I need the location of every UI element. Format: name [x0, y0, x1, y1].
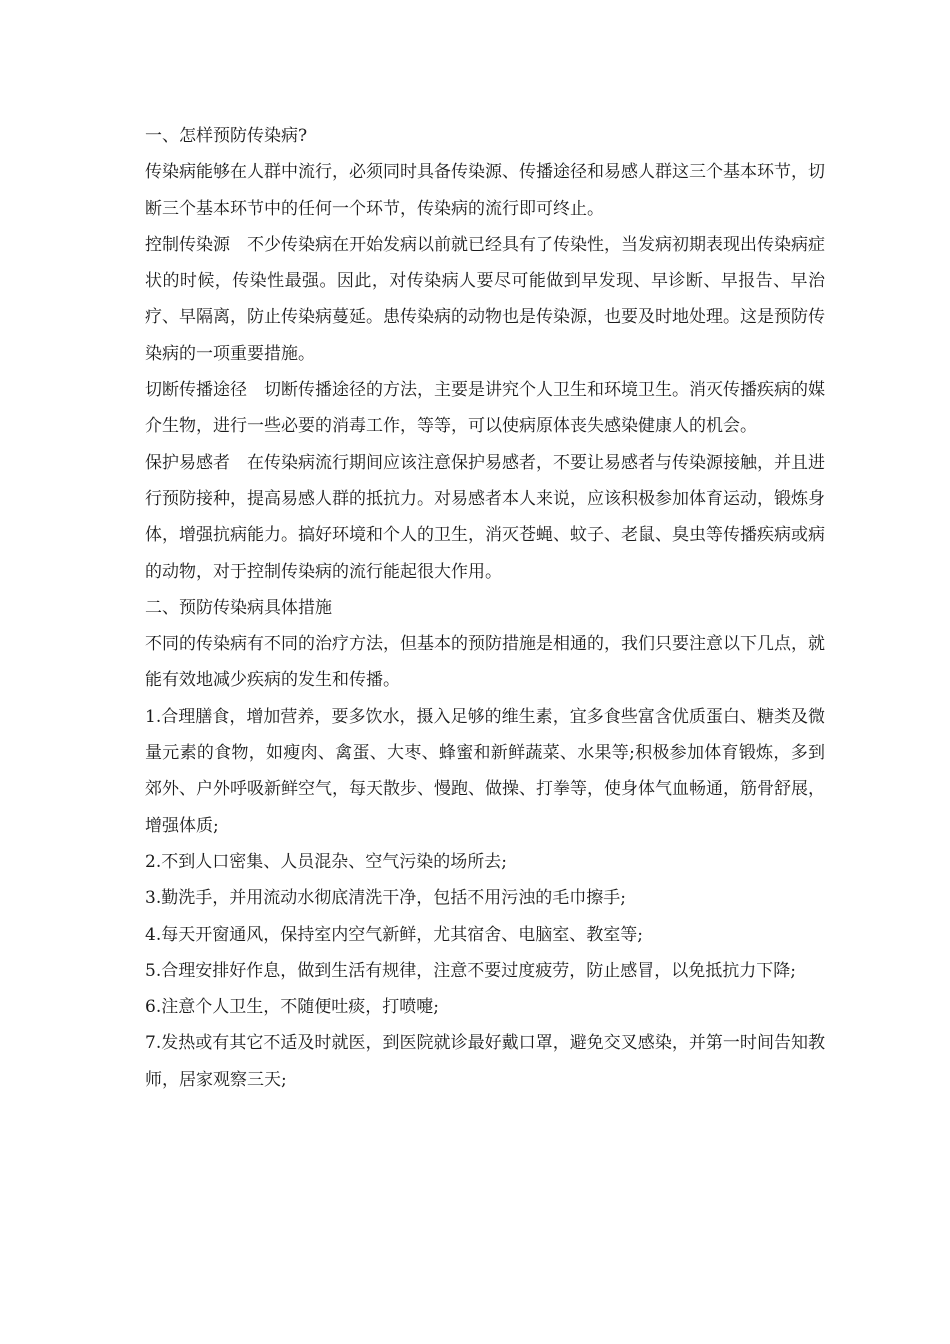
paragraph-cut-transmission: 切断传播途径 切断传播途径的方法，主要是讲究个人卫生和环境卫生。消灭传播疾病的媒介生物，进行一些必要的消毒工作，等等，可以使病原体丧失感染健康人的机会。	[145, 380, 825, 437]
section-heading-2: 二、预防传染病具体措施	[145, 597, 332, 618]
list-item-6: 6.注意个人卫生，不随便吐痰，打喷嚏;	[145, 997, 439, 1018]
paragraph-measures-intro: 不同的传染病有不同的治疗方法，但基本的预防措施是相通的，我们只要注意以下几点，就能有效地减少疾病的发生和传播。	[145, 634, 825, 691]
list-item-1: 1.合理膳食，增加营养，要多饮水，摄入足够的维生素，宜多食些富含优质蛋白、糖类及微量元素的食物，如瘦肉、禽蛋、大枣、蜂蜜和新鲜蔬菜、水果等;积极参加体育锻炼，多到郊外、户外呼吸新鲜空气，每天散步、慢跑、做操、打拳等，使身体气血畅通，筋骨舒展，增强体质;	[145, 706, 825, 836]
list-item-5: 5.合理安排好作息，做到生活有规律，注意不要过度疲劳，防止感冒，以免抵抗力下降;	[145, 960, 796, 981]
list-item-7: 7.发热或有其它不适及时就医，到医院就诊最好戴口罩，避免交叉感染，并第一时间告知教师，居家观察三天;	[145, 1033, 825, 1090]
section-heading-1: 一、怎样预防传染病?	[145, 126, 308, 146]
list-item-2: 2.不到人口密集、人员混杂、空气污染的场所去;	[145, 851, 507, 872]
paragraph-protect-susceptible: 保护易感者 在传染病流行期间应该注意保护易感者，不要让易感者与传染源接触，并且进行预防接种，提高易感人群的抵抗力。对易感者本人来说，应该积极参加体育运动，锻炼身体，增强抗病能力。搞好环境和个人的卫生，消灭苍蝇、蚊子、老鼠、臭虫等传播疾病或病的动物，对于控制传染病的流行能起很大作用。	[145, 452, 825, 582]
list-item-3: 3.勤洗手，并用流动水彻底清洗干净，包括不用污浊的毛巾擦手;	[145, 888, 626, 909]
list-item-4: 4.每天开窗通风，保持室内空气新鲜，尤其宿舍、电脑室、教室等;	[145, 924, 643, 945]
paragraph-control-source: 控制传染源 不少传染病在开始发病以前就已经具有了传染性，当发病初期表现出传染病症状的时候，传染性最强。因此，对传染病人要尽可能做到早发现、早诊断、早报告、早治疗、早隔离，防止传染病蔓延。患传染病的动物也是传染源，也要及时地处理。这是预防传染病的一项重要措施。	[145, 234, 825, 364]
document-body	[145, 118, 825, 1098]
paragraph-intro: 传染病能够在人群中流行，必须同时具备传染源、传播途径和易感人群这三个基本环节，切断三个基本环节中的任何一个环节，传染病的流行即可终止。	[145, 162, 825, 219]
